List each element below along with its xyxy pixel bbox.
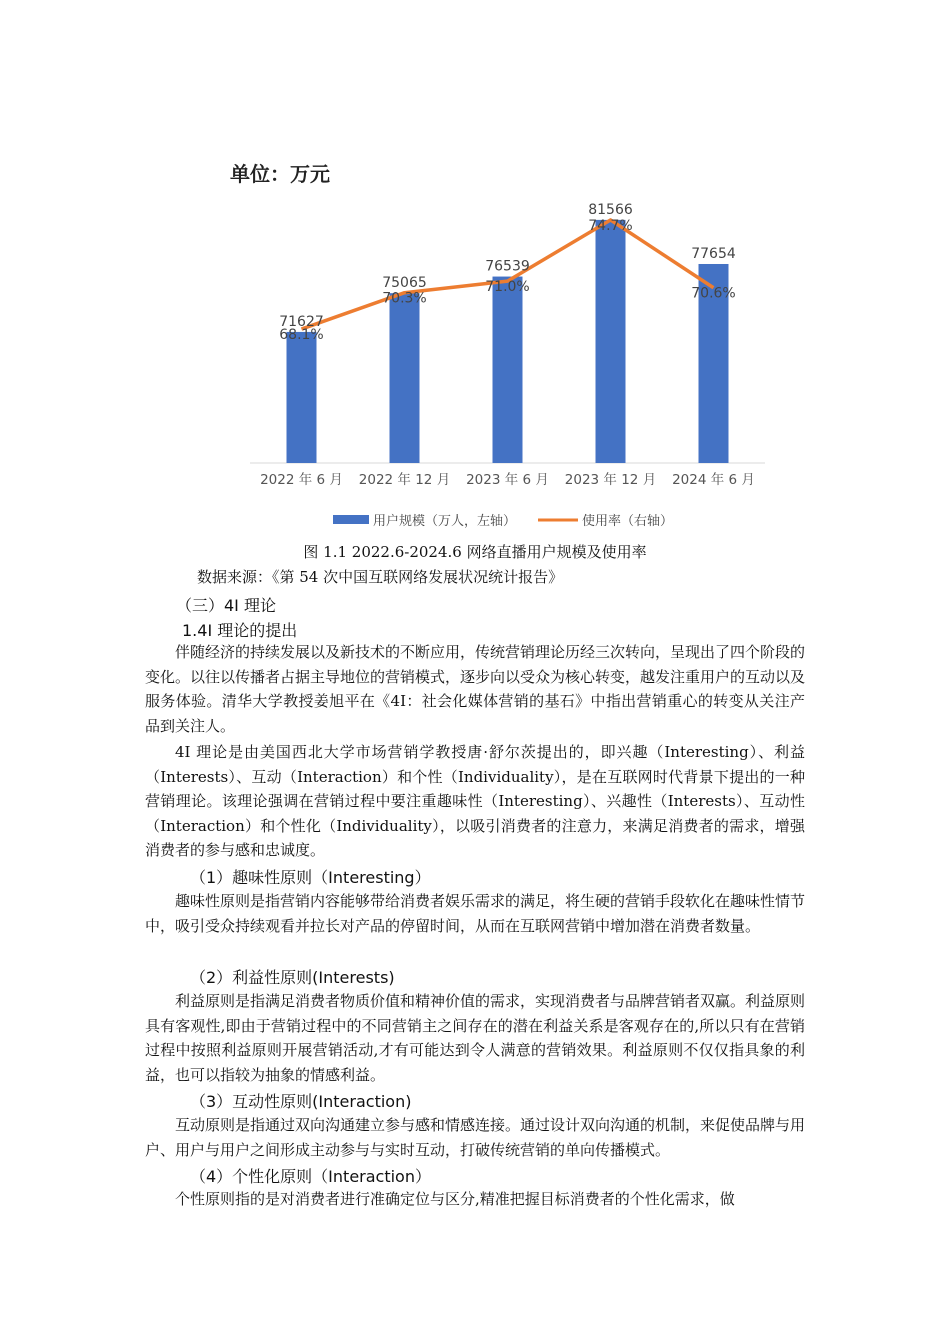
- bar-data-label: 75065: [382, 275, 427, 292]
- paragraph-6: 个性原则指的是对消费者进行准确定位与区分,精准把握目标消费者的个性化需求，做: [175, 1190, 735, 1208]
- line-data-label: 70.6%: [691, 285, 736, 302]
- line-data-label: 74.7%: [588, 217, 633, 234]
- heading-individuality: （4）个性化原则（Interaction）: [190, 1167, 431, 1186]
- bar-data-label: 81566: [588, 201, 633, 218]
- bar-user-scale: [390, 293, 420, 463]
- line-data-label: 71.0%: [485, 279, 530, 296]
- x-tick-label: 2022 年 12 月: [358, 472, 451, 488]
- x-tick-label: 2022 年 6 月: [260, 472, 343, 488]
- x-tick-label: 2023 年 6 月: [466, 472, 549, 488]
- line-data-label: 68.1%: [279, 327, 324, 344]
- bar-user-scale: [596, 220, 626, 463]
- figure-caption: 图 1.1 2022.6-2024.6 网络直播用户规模及使用率: [303, 543, 647, 561]
- paragraph-5: 互动原则是指通过双向沟通建立参与感和情感连接。通过设计双向沟通的机制，来促使品牌与用户、用户与用户之间形成主动参与与实时互动，打破传统营销的单向传播模式。: [145, 1116, 806, 1159]
- paragraph-2: 4I 理论是由美国西北大学市场营销学教授唐·舒尔茨提出的，即兴趣（Interesting）、利益（Interests）、互动（Interaction）和个性（Individuality），是在互联网时代背景下提出的一种营销理论。该理论强调在营销过程中要注重趣味性（Interesting）、兴趣性（Interests）、互动性（Interaction）和个性化（Individuality），以吸引消费者的注意力，来满足消费者的需求，增强消费者的参与感和忠诚度。: [145, 743, 805, 859]
- chart-unit-label: 单位：万元: [230, 162, 330, 186]
- legend-line-label: 使用率（右轴）: [582, 514, 674, 529]
- bar-data-label: 76539: [485, 258, 530, 275]
- paragraph-1: 伴随经济的持续发展以及新技术的不断应用，传统营销理论历经三次转向，呈现出了四个阶段的变化。以往以传播者占据主导地位的营销模式，逐步向以受众为核心转变，越发注重用户的互动以及服务体验。清华大学教授姜旭平在《4I：社会化媒体营销的基石》中指出营销重心的转变从关注产品到关注人。: [145, 643, 806, 735]
- bar-user-scale: [287, 332, 317, 463]
- bar-line-chart: [0, 0, 950, 540]
- legend-bar-swatch: [333, 515, 369, 524]
- line-data-label: 70.3%: [382, 290, 427, 307]
- legend-bar-label: 用户规模（万人，左轴）: [373, 514, 517, 529]
- paragraph-3: 趣味性原则是指营销内容能够带给消费者娱乐需求的满足，将生硬的营销手段软化在趣味性情节中，吸引受众持续观看并拉长对产品的停留时间，从而在互联网营销中增加潜在消费者数量。: [145, 892, 806, 935]
- heading-interests: （2）利益性原则(Interests): [190, 968, 395, 987]
- heading-interesting: （1）趣味性原则（Interesting）: [190, 868, 431, 887]
- x-tick-label: 2024 年 6 月: [672, 472, 755, 488]
- bar-user-scale: [493, 277, 523, 463]
- bar-data-label: 71627: [279, 313, 324, 330]
- subsection-title: 1.4I 理论的提出: [182, 621, 298, 640]
- bar-data-label: 77654: [691, 245, 736, 262]
- section-title: （三）4I 理论: [176, 596, 276, 615]
- paragraph-4: 利益原则是指满足消费者物质价值和精神价值的需求，实现消费者与品牌营销者双赢。利益原则具有客观性,即由于营销过程中的不同营销主之间存在的潜在利益关系是客观存在的,所以只有在营销过程中按照利益原则开展营销活动,才有可能达到令人满意的营销效果。利益原则不仅仅指具象的利益，也可以指较为抽象的情感利益。: [145, 992, 806, 1084]
- data-source: 数据来源：《第 54 次中国互联网络发展状况统计报告》: [197, 568, 564, 586]
- x-tick-label: 2023 年 12 月: [564, 472, 657, 488]
- heading-interaction: （3）互动性原则(Interaction): [190, 1092, 412, 1111]
